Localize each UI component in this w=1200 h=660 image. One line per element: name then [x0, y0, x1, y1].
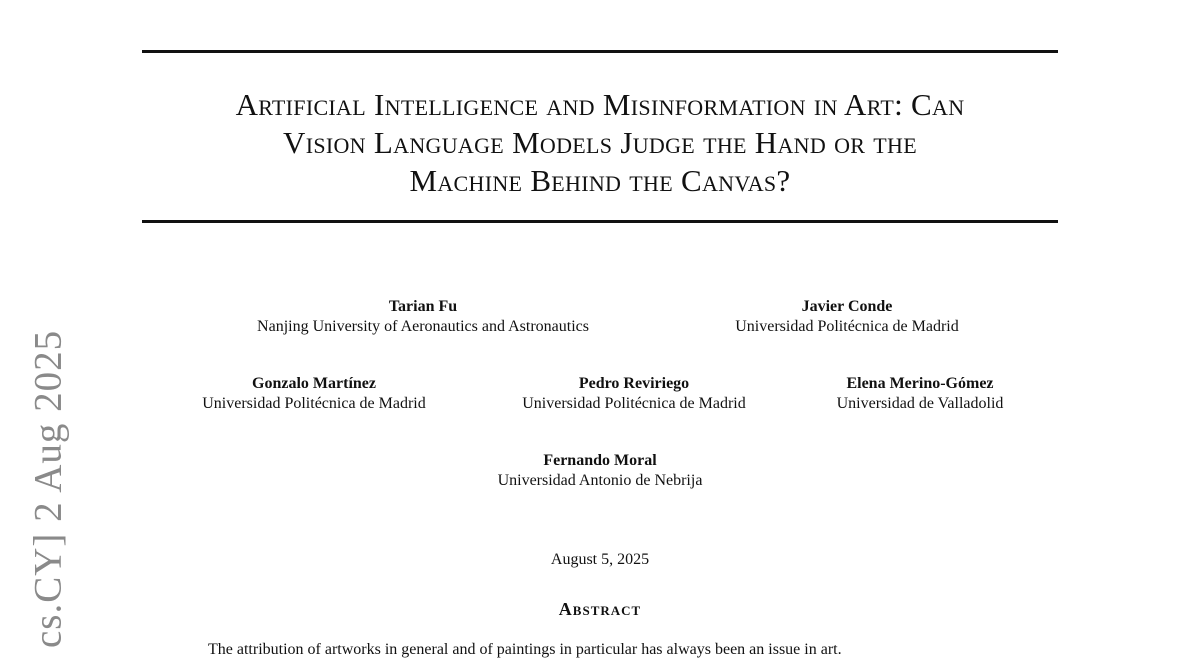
author-block	[257, 297, 589, 337]
abstract-heading: Abstract	[558, 599, 642, 619]
author-block	[735, 297, 959, 337]
author-name: Fernando Moral	[543, 452, 657, 469]
author-block	[202, 374, 426, 414]
title-line: Artificial Intelligence and Misinformation in Art: Can	[235, 87, 965, 122]
author-name: Elena Merino-Gómez	[846, 375, 994, 392]
author-affiliation: Universidad Antonio de Nebrija	[497, 472, 703, 489]
author-block	[498, 451, 703, 491]
author-affiliation: Universidad Politécnica de Madrid	[202, 395, 426, 412]
title-line: Vision Language Models Judge the Hand or the	[283, 125, 917, 160]
author-affiliation: Nanjing University of Aeronautics and Astronautics	[257, 318, 589, 335]
title-bottom-rule	[142, 220, 1058, 223]
author-name: Tarian Fu	[388, 298, 458, 315]
author-affiliation: Universidad de Valladolid	[836, 395, 1004, 412]
author-affiliation: Universidad Politécnica de Madrid	[735, 318, 959, 335]
author-block	[837, 374, 1004, 414]
author-block	[522, 374, 746, 414]
title-line: Machine Behind the Canvas?	[409, 163, 791, 198]
author-name: Pedro Reviriego	[578, 375, 690, 392]
author-affiliation: Universidad Politécnica de Madrid	[522, 395, 746, 412]
paper-title	[130, 86, 1070, 200]
author-name: Javier Conde	[801, 298, 893, 315]
paper-date: August 5, 2025	[550, 551, 650, 568]
title-top-rule	[142, 50, 1058, 53]
arxiv-identifier-stamp: cs.CY] 2 Aug 2025	[26, 329, 70, 648]
author-name: Gonzalo Martínez	[252, 375, 376, 392]
abstract-text: The attribution of artworks in general and of paintings in particular has always been an issue in art.	[208, 641, 842, 658]
